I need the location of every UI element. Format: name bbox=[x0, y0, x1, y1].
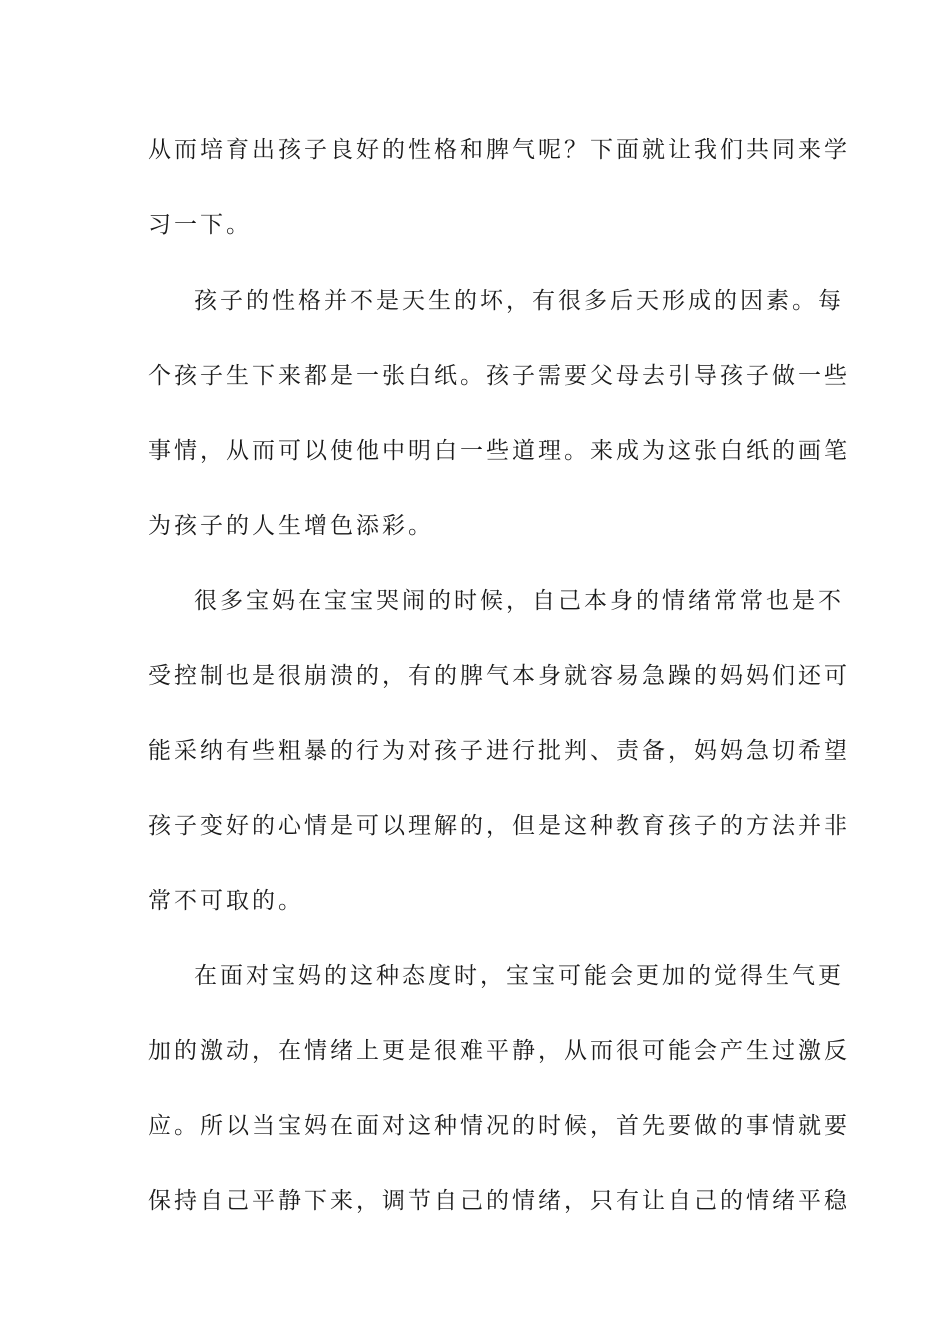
text-line: 习一下。 bbox=[148, 212, 252, 238]
text-line: 孩子变好的心情是可以理解的，但是这种教育孩子的方法并非 bbox=[148, 813, 850, 839]
text-line: 从而培育出孩子良好的性格和脾气呢？下面就让我们共同来学 bbox=[148, 137, 850, 163]
text-line: 常不可取的。 bbox=[148, 888, 304, 914]
text-line: 个孩子生下来都是一张白纸。孩子需要父母去引导孩子做一些 bbox=[148, 363, 850, 389]
text-line: 保持自己平静下来，调节自己的情绪，只有让自己的情绪平稳 bbox=[148, 1188, 850, 1214]
text-line: 为孩子的人生增色添彩。 bbox=[148, 513, 434, 539]
paragraph-first-line: 孩子的性格并不是天生的坏，有很多后天形成的因素。每 bbox=[194, 288, 844, 314]
paragraph-first-line: 很多宝妈在宝宝哭闹的时候，自己本身的情绪常常也是不 bbox=[194, 588, 844, 614]
text-line: 能采纳有些粗暴的行为对孩子进行批判、责备，妈妈急切希望 bbox=[148, 738, 850, 764]
paragraph-first-line: 在面对宝妈的这种态度时，宝宝可能会更加的觉得生气更 bbox=[194, 963, 844, 989]
text-line: 事情，从而可以使他中明白一些道理。来成为这张白纸的画笔 bbox=[148, 438, 850, 464]
text-line: 应。所以当宝妈在面对这种情况的时候，首先要做的事情就要 bbox=[148, 1113, 850, 1139]
text-line: 受控制也是很崩溃的，有的脾气本身就容易急躁的妈妈们还可 bbox=[148, 663, 850, 689]
text-line: 加的激动，在情绪上更是很难平静，从而很可能会产生过激反 bbox=[148, 1038, 850, 1064]
